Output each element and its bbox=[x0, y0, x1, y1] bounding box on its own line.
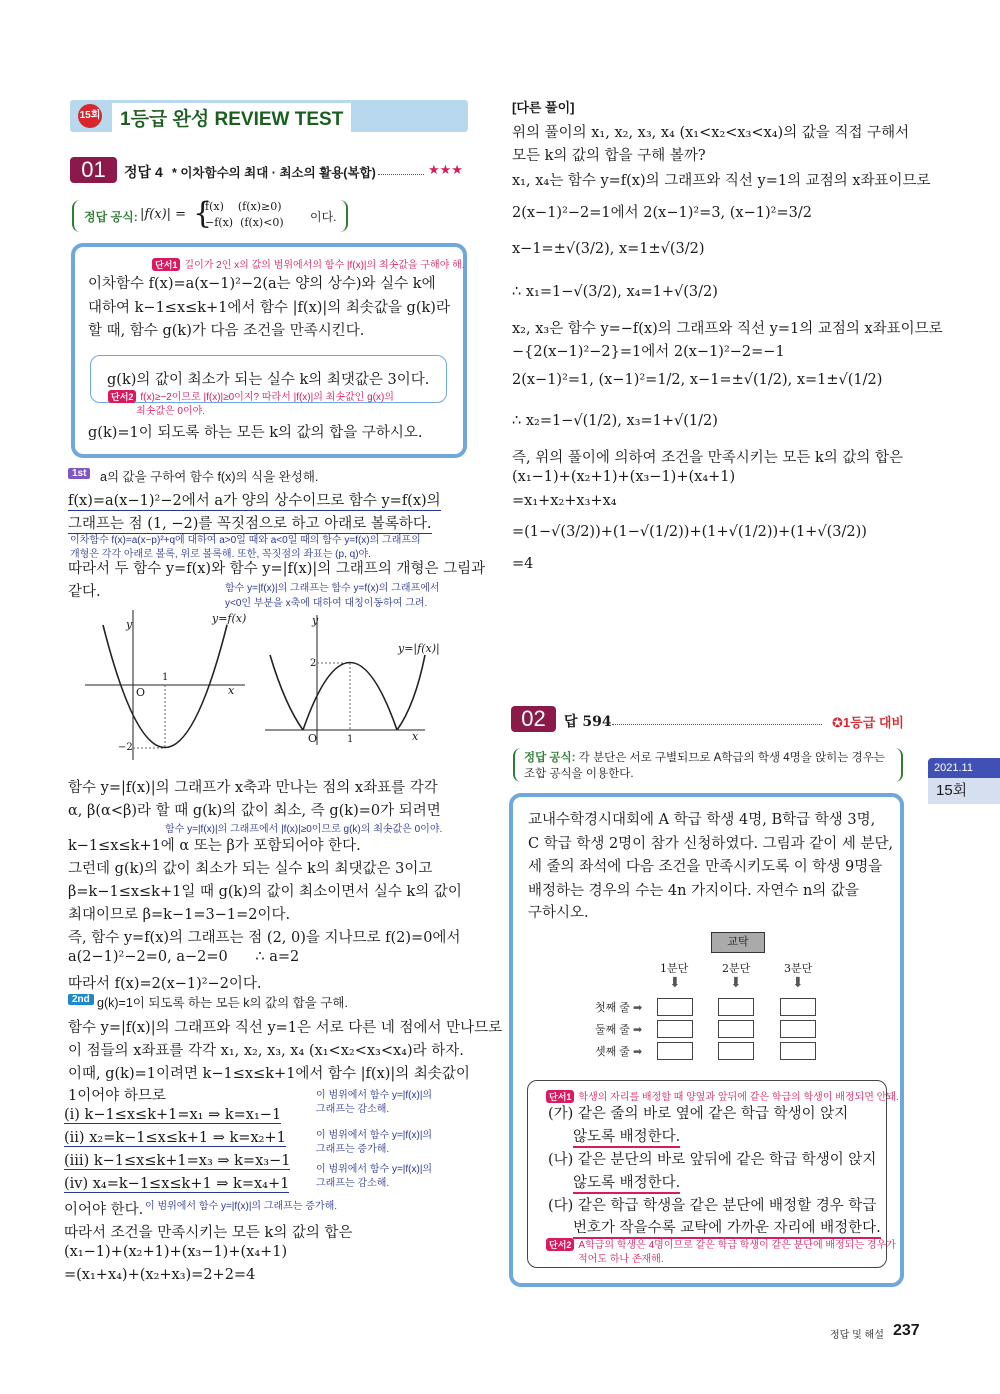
column-label: 2분단 bbox=[722, 962, 751, 975]
seat bbox=[718, 998, 754, 1016]
hint-2 bbox=[108, 388, 394, 403]
formula-line: 조합 공식을 이용한다. bbox=[524, 768, 634, 780]
condition-line: (다) 같은 학급 학생을 같은 분단에 배정할 경우 학급 bbox=[548, 1198, 877, 1214]
step-title: a의 값을 구하여 함수 f(x)의 식을 완성해. bbox=[100, 470, 319, 484]
topic-label: * 이차함수의 최대 · 최소의 활용(복합) bbox=[172, 166, 376, 180]
question-number: 01 bbox=[70, 157, 117, 183]
case-line: (i) k−1≤x≤k+1=x₁ ⇒ k=x₁−1 bbox=[64, 1107, 282, 1123]
alt-line: ∴ x₁=1−√(3/2), x₄=1+√(3/2) bbox=[512, 284, 718, 300]
row-text: 셋째 줄 bbox=[595, 1046, 630, 1058]
column-label: 3분단 bbox=[784, 962, 813, 975]
seat bbox=[657, 998, 693, 1016]
alt-line: 2(x−1)²−2=1에서 2(x−1)²=3, (x−1)²=3/2 bbox=[512, 205, 812, 221]
seat bbox=[780, 998, 816, 1016]
solution-line: β=k−1≤x≤k+1일 때 g(k)의 값이 최소이면서 실수 k의 값이 bbox=[68, 884, 462, 900]
alt-line: ∴ x₂=1−√(1/2), x₃=1+√(1/2) bbox=[512, 413, 718, 429]
leader-dots bbox=[378, 174, 424, 175]
seat bbox=[657, 1020, 693, 1038]
hint-tag: 단서2 bbox=[546, 1238, 574, 1251]
seat bbox=[657, 1042, 693, 1060]
graph-label: y=f(x) bbox=[212, 612, 247, 625]
condition-line: 번호가 작을수록 교탁에 가까운 자리에 배정한다. bbox=[573, 1216, 881, 1239]
formula-case: f(x) (f(x)≥0) bbox=[205, 200, 282, 213]
solution-line: 1이어야 하므로 bbox=[68, 1088, 166, 1104]
level-text: 1등급 대비 bbox=[842, 715, 904, 730]
solution-line: 이때, g(k)=1이려면 k−1≤x≤k+1에서 함수 |f(x)|의 최솟값이 bbox=[68, 1066, 470, 1082]
origin-label: O bbox=[136, 686, 146, 699]
solution-line: 함수 y=|f(x)|의 그래프와 직선 y=1은 서로 다른 네 점에서 만나므로 bbox=[68, 1020, 503, 1036]
alt-line: =4 bbox=[512, 556, 534, 572]
formula-label: 정답 공식: bbox=[524, 752, 576, 764]
formula-lhs: |f(x)| = bbox=[140, 207, 187, 222]
case-line: (ii) x₂=k−1≤x≤k+1 ⇒ k=x₂+1 bbox=[64, 1130, 286, 1146]
level-badge bbox=[832, 712, 904, 731]
alt-line: =(1−√(3/2))+(1−√(1/2))+(1+√(1/2))+(1+√(3/2)) bbox=[512, 524, 867, 540]
case-note: 이 범위에서 함수 y=|f(x)|의 bbox=[316, 1164, 433, 1175]
hint-text: 학생의 자리를 배정할 때 양옆과 앞뒤에 같은 학급의 학생이 배정되면 안돼. bbox=[578, 1092, 899, 1103]
axis-label: x bbox=[228, 684, 235, 697]
solution-line: 같다. bbox=[68, 584, 101, 600]
hint-tag: 단서1 bbox=[152, 258, 180, 271]
formula-case: −f(x) (f(x)<0) bbox=[205, 216, 284, 229]
seat bbox=[780, 1042, 816, 1060]
alt-line: (x₁−1)+(x₂+1)+(x₃−1)+(x₄+1) bbox=[512, 469, 736, 485]
seat bbox=[718, 1042, 754, 1060]
solution-line: 즉, 함수 y=f(x)의 그래프는 점 (2, 0)을 지나므로 f(2)=0에서 bbox=[68, 930, 461, 946]
hint-2-cont: 최솟값은 0이야. bbox=[136, 406, 206, 417]
right-arrow-icon: ➡ bbox=[633, 1024, 643, 1036]
solution-line: α, β(α<β)라 할 때 g(k)의 값이 최소, 즉 g(k)=0가 되려면 bbox=[68, 803, 441, 819]
alt-line: 위의 풀이의 x₁, x₂, x₃, x₄ (x₁<x₂<x₃<x₄)의 값을 직접 구해서 bbox=[512, 125, 910, 141]
hint-tag: 단서1 bbox=[546, 1090, 574, 1103]
hint-text: f(x)≥−2이므로 |f(x)|≥0이지? 따라서 |f(x)|의 최솟값인 g(x)의 bbox=[140, 392, 394, 403]
teacher-desk: 교탁 bbox=[711, 932, 765, 953]
down-arrow-icon: ⬇ bbox=[669, 975, 681, 991]
note: 함수 y=|f(x)|의 그래프는 함수 y=f(x)의 그래프에서 bbox=[225, 583, 440, 594]
tick-label: 1 bbox=[162, 672, 169, 683]
row-text: 둘째 줄 bbox=[595, 1024, 630, 1036]
solution-line: 따라서 조건을 만족시키는 모든 k의 값의 합은 bbox=[64, 1225, 353, 1241]
case-note: 이 범위에서 함수 y=|f(x)|의 그래프는 증가해. bbox=[145, 1201, 338, 1212]
condition-line: 않도록 배정한다. bbox=[573, 1171, 680, 1194]
alt-line: x−1=±√(3/2), x=1±√(3/2) bbox=[512, 241, 705, 257]
hint-text: A학급의 학생은 4명이므로 같은 학급 학생이 같은 분단에 배정되는 경우가 bbox=[578, 1240, 896, 1251]
page-number: 237 bbox=[893, 1322, 920, 1339]
solution-line: f(x)=a(x−1)²−2에서 a가 양의 상수이므로 함수 y=f(x)의 bbox=[68, 489, 441, 511]
note: y<0인 부분을 x축에 대하여 대칭이동하여 그려. bbox=[225, 598, 428, 609]
case-line: (iv) x₄=k−1≤x≤k+1 ⇒ k=x₄+1 bbox=[64, 1176, 290, 1192]
axis-label: x bbox=[412, 730, 419, 743]
problem-line: 교내수학경시대회에 A 학급 학생 4명, B학급 학생 3명, bbox=[528, 812, 876, 828]
hint-1 bbox=[546, 1088, 899, 1103]
axis-label: y bbox=[312, 614, 319, 627]
alt-line: 2(x−1)²=1, (x−1)²=1/2, x−1=±√(1/2), x=1±√(1/2) bbox=[512, 372, 883, 388]
star-icon: ✪ bbox=[832, 715, 843, 730]
formula-text: 각 분단은 서로 구별되므로 A학급의 학생 4명을 앉히는 경우는 bbox=[578, 752, 885, 764]
question-number: 02 bbox=[511, 706, 556, 732]
step-title: g(k)=1이 되도록 하는 모든 k의 값의 합을 구해. bbox=[97, 996, 348, 1010]
column-label: 1분단 bbox=[660, 962, 689, 975]
alt-line: −{2(x−1)²−2}=1에서 2(x−1)²−2=−1 bbox=[512, 344, 785, 360]
case-note: 그래프는 증가해. bbox=[316, 1144, 390, 1155]
footer-label: 정답 및 해설 bbox=[830, 1330, 884, 1341]
case-note: 이 범위에서 함수 y=|f(x)|의 bbox=[316, 1130, 433, 1141]
note: 함수 y=|f(x)|의 그래프에서 |f(x)|≥0이므로 g(k)의 최솟값은 0이야. bbox=[165, 824, 443, 835]
graph-abs-f bbox=[265, 615, 435, 745]
down-arrow-icon: ⬇ bbox=[730, 975, 742, 991]
problem-line: 할 때, 함수 g(k)가 다음 조건을 만족시킨다. bbox=[88, 323, 365, 339]
solution-line: 함수 y=|f(x)|의 그래프가 x축과 만나는 점의 x좌표를 각각 bbox=[68, 780, 438, 796]
row-label bbox=[595, 1043, 642, 1059]
hint-2-cont: 적어도 하나 존재해. bbox=[578, 1254, 664, 1265]
step-tag: 2nd bbox=[68, 994, 94, 1005]
problem-line: 세 줄의 좌석에 다음 조건을 만족시키도록 이 학생 9명을 bbox=[528, 859, 883, 875]
hint-text: 길이가 2인 x의 값의 범위에서의 함수 |f(x)|의 최솟값을 구해야 해. bbox=[184, 260, 465, 271]
down-arrow-icon: ⬇ bbox=[792, 975, 804, 991]
alt-title: [다른 풀이] bbox=[512, 100, 575, 115]
solution-line: a(2−1)²−2=0, a−2=0 ∴ a=2 bbox=[68, 949, 300, 965]
row-text: 첫째 줄 bbox=[595, 1002, 630, 1014]
difficulty-stars: ★★★ bbox=[428, 163, 463, 178]
problem-line: 구하시오. bbox=[528, 905, 589, 921]
problem-line: 배정하는 경우의 수는 4n 가지이다. 자연수 n의 값을 bbox=[528, 883, 859, 899]
row-label bbox=[595, 999, 642, 1015]
problem-line: C 학급 학생 2명이 참가 신청하였다. 그림과 같이 세 분단, bbox=[528, 836, 894, 852]
problem-line: 이차함수 f(x)=a(x−1)²−2(a는 양의 상수)와 실수 k에 bbox=[88, 276, 436, 292]
formula-end: 이다. bbox=[310, 210, 337, 224]
case-line: (iii) k−1≤x≤k+1=x₃ ⇒ k=x₃−1 bbox=[64, 1153, 291, 1169]
axis-label: y bbox=[126, 618, 133, 631]
side-tab-date: 2021.11 bbox=[928, 758, 1000, 778]
graph-label: y=|f(x)| bbox=[398, 642, 440, 655]
case-note: 이 범위에서 함수 y=|f(x)|의 bbox=[316, 1090, 433, 1101]
alt-line: 모든 k의 값의 합을 구해 볼까? bbox=[512, 148, 706, 164]
tick-label: −2 bbox=[118, 742, 133, 753]
right-arrow-icon: ➡ bbox=[633, 1002, 643, 1014]
formula-brace: { bbox=[193, 196, 213, 231]
tick-label: 2 bbox=[310, 658, 317, 669]
question-text: g(k)=1이 되도록 하는 모든 k의 값의 합을 구하시오. bbox=[88, 425, 423, 441]
solution-line: 이 점들의 x좌표를 각각 x₁, x₂, x₃, x₄ (x₁<x₂<x₃<x₄)라 하자. bbox=[68, 1043, 464, 1059]
solution-line: =(x₁+x₄)+(x₂+x₃)=2+2=4 bbox=[64, 1267, 256, 1283]
answer-label: 답 594 bbox=[564, 714, 612, 730]
condition-line: (나) 같은 분단의 바로 앞뒤에 같은 학급 학생이 앉지 bbox=[548, 1152, 877, 1168]
condition-line: (가) 같은 줄의 바로 옆에 같은 학급 학생이 앉지 bbox=[548, 1106, 849, 1122]
seat bbox=[718, 1020, 754, 1038]
step-tag: 1st bbox=[68, 468, 90, 479]
solution-line: 최대이므로 β=k−1=3−1=2이다. bbox=[68, 907, 291, 923]
solution-line: 그래프는 점 (1, −2)를 꼭짓점으로 하고 아래로 볼록하다. bbox=[68, 512, 432, 534]
solution-line: 따라서 f(x)=2(x−1)²−2이다. bbox=[68, 976, 262, 992]
case-note: 그래프는 감소해. bbox=[316, 1178, 390, 1189]
formula-line bbox=[524, 749, 885, 765]
round-badge: 15회 bbox=[78, 104, 102, 128]
hint-tag: 단서2 bbox=[108, 390, 136, 403]
problem-line: 대하여 k−1≤x≤k+1에서 함수 |f(x)|의 최솟값을 g(k)라 bbox=[88, 300, 450, 316]
alt-line: x₂, x₃은 함수 y=−f(x)의 그래프와 직선 y=1의 교점의 x좌표이므로 bbox=[512, 321, 943, 337]
tick-label: 1 bbox=[347, 734, 354, 745]
hint-2 bbox=[546, 1236, 896, 1251]
answer-label: 정답 4 bbox=[124, 164, 163, 180]
page-title: 1등급 완성 REVIEW TEST bbox=[112, 103, 351, 132]
row-label bbox=[595, 1021, 642, 1037]
note: 이차함수 f(x)=a(x−p)²+q에 대하여 a>0일 때와 a<0일 때의 함수 y=f(x)의 그래프의 bbox=[70, 535, 421, 546]
side-tab-round: 15회 bbox=[928, 778, 1000, 804]
solution-line: (x₁−1)+(x₂+1)+(x₃−1)+(x₄+1) bbox=[64, 1244, 288, 1260]
right-arrow-icon: ➡ bbox=[633, 1046, 643, 1058]
condition-text: g(k)의 값이 최소가 되는 실수 k의 최댓값은 3이다. bbox=[107, 372, 430, 388]
alt-line: 즉, 위의 풀이에 의하여 조건을 만족시키는 모든 k의 값의 합은 bbox=[512, 450, 904, 466]
solution-line: 그런데 g(k)의 값이 최소가 되는 실수 k의 최댓값은 3이고 bbox=[68, 861, 433, 877]
solution-line: k−1≤x≤k+1에 α 또는 β가 포함되어야 한다. bbox=[68, 838, 361, 854]
seat bbox=[780, 1020, 816, 1038]
solution-line: 이어야 한다. bbox=[64, 1202, 144, 1218]
alt-line: =x₁+x₂+x₃+x₄ bbox=[512, 493, 617, 509]
formula-label: 정답 공식: bbox=[84, 210, 138, 224]
note: 개형은 각각 아래로 볼록, 위로 볼록해. 또한, 꼭짓점의 좌표는 (p, q)야. bbox=[70, 549, 371, 560]
case-note: 그래프는 감소해. bbox=[316, 1104, 390, 1115]
leader-dots bbox=[612, 724, 822, 725]
hint-1 bbox=[152, 256, 465, 271]
alt-line: x₁, x₄는 함수 y=f(x)의 그래프와 직선 y=1의 교점의 x좌표이므로 bbox=[512, 173, 931, 189]
solution-line: 따라서 두 함수 y=f(x)와 함수 y=|f(x)|의 그래프의 개형은 그림과 bbox=[68, 561, 486, 577]
condition-line: 않도록 배정한다. bbox=[573, 1125, 680, 1148]
origin-label: O bbox=[308, 732, 318, 745]
